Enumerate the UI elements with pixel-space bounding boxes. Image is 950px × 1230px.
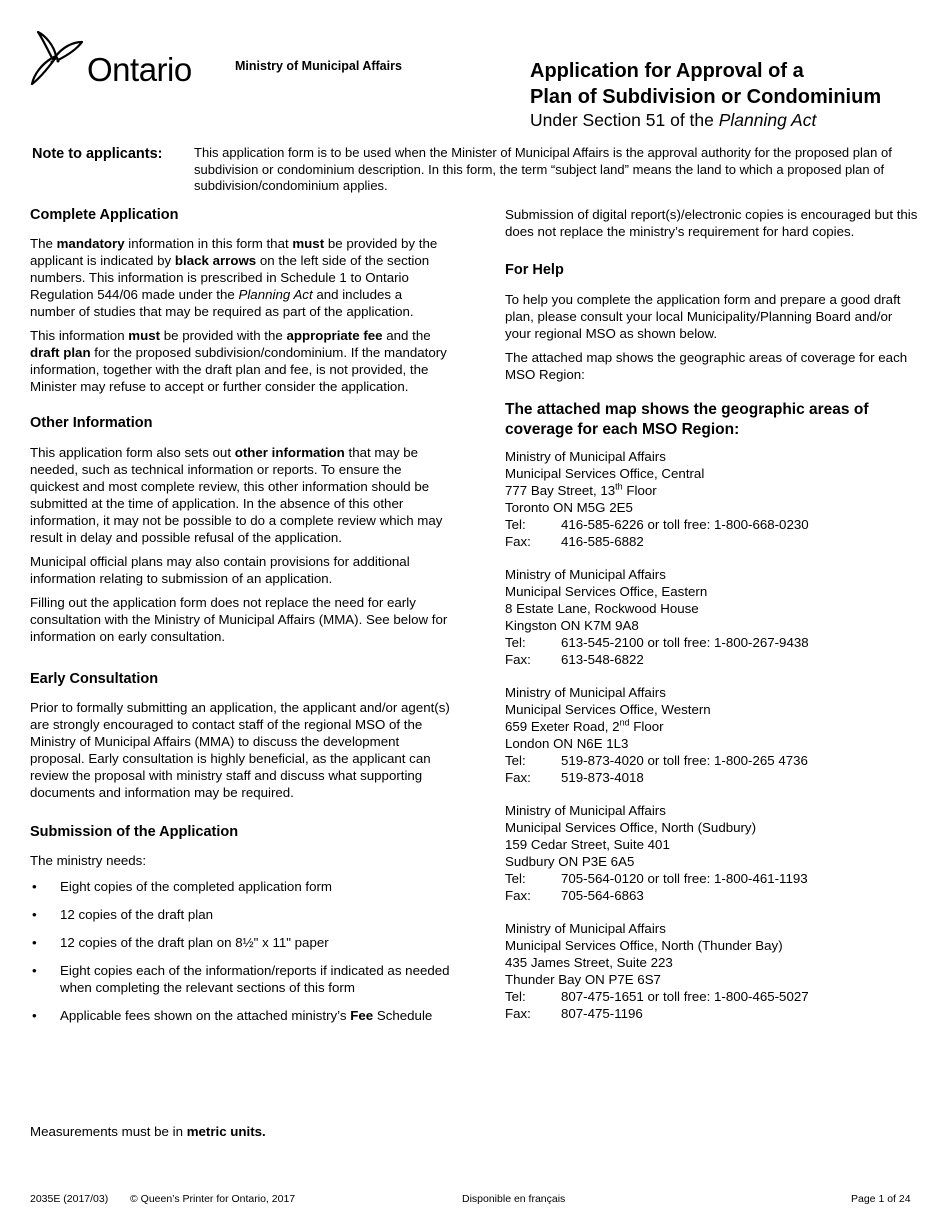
office-tel: 613-545-2100 or toll free: 1-800-267-9438 [561, 635, 809, 650]
other-p3: Filling out the application form does not replace the need for early consultation with the Ministry of Municipal Affairs (MMA). See below for information on early consultation. [30, 595, 448, 644]
form-title [530, 58, 881, 110]
office-ministry: Ministry of Municipal Affairs [505, 921, 666, 936]
office-tel-row [505, 634, 920, 651]
early-consultation-heading: Early Consultation [30, 671, 159, 687]
office-city: Toronto ON M5G 2E5 [505, 500, 633, 515]
list-item: • Eight copies each of the information/reports if indicated as needed when completing the relevant sections of this form [30, 962, 475, 996]
office-city: Thunder Bay ON P7E 6S7 [505, 972, 661, 987]
ontario-wordmark: Ontario [87, 51, 192, 88]
office-tel-row [505, 516, 920, 533]
submission-list [30, 878, 475, 1024]
office-ministry: Ministry of Municipal Affairs [505, 449, 666, 464]
form-title-line1: Application for Approval of a [530, 60, 804, 82]
list-item: • Applicable fees shown on the attached ministry’s Fee Schedule [30, 1007, 475, 1024]
fax-label: Fax: [505, 1006, 531, 1021]
complete-p1: The mandatory information in this form that must be provided by the applicant is indicated by black arrows on the left side of the section numbers. This information is prescribed in Schedule 1 to Ontario Regulation 544/06 made under the Planning Act and includes a number of studies that may be required as part of the application. [30, 236, 438, 319]
page-number: Page 1 of 24 [851, 1193, 911, 1205]
office-name: Municipal Services Office, North (Thunder Bay) [505, 938, 783, 953]
office-tel-row [505, 988, 920, 1005]
office-address [505, 802, 920, 904]
office-ministry: Ministry of Municipal Affairs [505, 803, 666, 818]
office-fax-row [505, 769, 920, 786]
other-p1: This application form also sets out other information that may be needed, such as technical information or reports. To ensure the quickest and most complete review, this other information should be submitted at the time of application. In the absence of this other information, it may not be possible to do a complete review which may result in delay and possible refusal of the application. [30, 445, 443, 545]
office-address [505, 448, 920, 550]
office-fax: 519-873-4018 [561, 770, 644, 785]
tel-label: Tel: [505, 871, 526, 886]
office-fax-row [505, 1005, 920, 1022]
office-street: 659 Exeter Road, 2nd Floor [505, 717, 664, 734]
office-ministry: Ministry of Municipal Affairs [505, 685, 666, 700]
office-name: Municipal Services Office, Central [505, 466, 705, 481]
office-tel: 519-873-4020 or toll free: 1-800-265 4736 [561, 753, 808, 768]
office-fax: 416-585-6882 [561, 534, 644, 549]
submission-intro: The ministry needs: [30, 853, 147, 868]
other-p2: Municipal official plans may also contain provisions for additional information relating to submission of an application. [30, 554, 410, 586]
form-subtitle [530, 110, 816, 130]
office-city: Sudbury ON P3E 6A5 [505, 854, 635, 869]
office-fax-row [505, 651, 920, 668]
fax-label: Fax: [505, 770, 531, 785]
office-street: 159 Cedar Street, Suite 401 [505, 837, 670, 852]
help-p2: The attached map shows the geographic areas of coverage for each MSO Region: [505, 350, 908, 382]
french-availability: Disponible en français [462, 1193, 566, 1205]
for-help-heading: For Help [505, 262, 564, 278]
office-address [505, 920, 920, 1022]
tel-label: Tel: [505, 989, 526, 1004]
office-street: 777 Bay Street, 13th Floor [505, 481, 657, 498]
form-number: 2035E (2017/03) [30, 1193, 109, 1205]
trillium-icon [28, 28, 84, 90]
map-heading: The attached map shows the geographic areas of coverage for each MSO Region: [505, 401, 869, 438]
list-item: • Eight copies of the completed application form [30, 878, 475, 895]
right-column [505, 206, 920, 1022]
list-item: • 12 copies of the draft plan [30, 906, 475, 923]
tel-label: Tel: [505, 753, 526, 768]
office-tel: 705-564-0120 or toll free: 1-800-461-1193 [561, 871, 808, 886]
early-text: Prior to formally submitting an application, the applicant and/or agent(s) are strongly encouraged to contact staff of the regional MSO of the Ministry of Municipal Affairs (MMA) to discuss the development proposal. Early consultation is highly beneficial, as the applicant can review the proposal with ministry staff and discuss what supporting documents and information may be required. [30, 700, 450, 800]
fax-label: Fax: [505, 888, 531, 903]
office-street: 8 Estate Lane, Rockwood House [505, 601, 699, 616]
office-name: Municipal Services Office, Western [505, 702, 711, 717]
office-tel: 807-475-1651 or toll free: 1-800-465-5027 [561, 989, 809, 1004]
office-fax: 613-548-6822 [561, 652, 644, 667]
complete-p2: This information must be provided with the appropriate fee and the draft plan for the proposed subdivision/condominium. If the mandatory information, together with the draft plan and fee, is not provided, the Minister may refuse to accept or further consider the application. [30, 328, 447, 394]
office-address [505, 684, 920, 786]
office-list [505, 448, 920, 1022]
tel-label: Tel: [505, 635, 526, 650]
help-p1: To help you complete the application form and prepare a good draft plan, please consult your local Municipality/Planning Board and/or your regional MSO as shown below. [505, 292, 901, 341]
office-address [505, 566, 920, 668]
subtitle-act: Planning Act [718, 110, 817, 130]
submission-heading: Submission of the Application [30, 824, 239, 840]
office-name: Municipal Services Office, North (Sudbury) [505, 820, 757, 835]
fax-label: Fax: [505, 652, 531, 667]
office-fax: 705-564-6863 [561, 888, 644, 903]
office-fax-row [505, 887, 920, 904]
office-city: Kingston ON K7M 9A8 [505, 618, 639, 633]
left-column [30, 206, 450, 1024]
complete-application-heading: Complete Application [30, 207, 179, 223]
ontario-logo [28, 28, 208, 90]
office-ministry: Ministry of Municipal Affairs [505, 567, 666, 582]
note-label: Note to applicants: [32, 146, 163, 162]
digital-copies-text: Submission of digital report(s)/electronic copies is encouraged but this does not replace the ministry’s requirement for hard copies. [505, 207, 918, 239]
note-text: This application form is to be used when the Minister of Municipal Affairs is the approval authority for the proposed plan of subdivision or condominium description. In this form, the term “subject land” means the land to which a proposed plan of subdivision/condominium applies. [194, 145, 892, 193]
other-information-heading: Other Information [30, 415, 153, 431]
list-item: • 12 copies of the draft plan on 8½" x 11" paper [30, 934, 475, 951]
subtitle-prefix: Under Section 51 of the [530, 110, 719, 130]
tel-label: Tel: [505, 517, 526, 532]
office-fax-row [505, 533, 920, 550]
office-name: Municipal Services Office, Eastern [505, 584, 708, 599]
copyright: © Queen’s Printer for Ontario, 2017 [130, 1193, 296, 1205]
measurement-note: Measurements must be in metric units. [30, 1124, 266, 1139]
office-fax: 807-475-1196 [561, 1006, 643, 1021]
office-city: London ON N6E 1L3 [505, 736, 629, 751]
fax-label: Fax: [505, 534, 531, 549]
office-tel: 416-585-6226 or toll free: 1-800-668-0230 [561, 517, 809, 532]
office-tel-row [505, 752, 920, 769]
form-title-line2: Plan of Subdivision or Condominium [530, 86, 882, 108]
ministry-name: Ministry of Municipal Affairs [235, 59, 402, 73]
office-street: 435 James Street, Suite 223 [505, 955, 673, 970]
office-tel-row [505, 870, 920, 887]
